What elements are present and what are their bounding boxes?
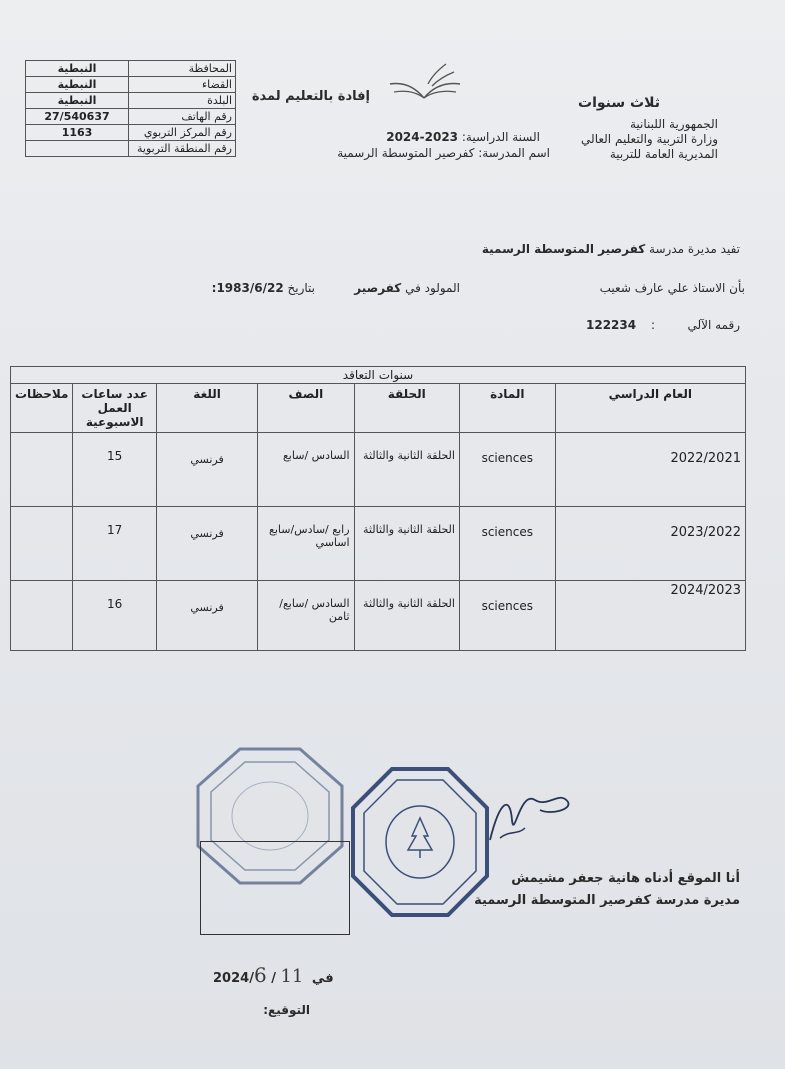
directorate-line: المديرية العامة للتربية (609, 147, 718, 161)
cell-grade: السادس /سابع (258, 433, 354, 507)
republic-line: الجمهورية اللبنانية (629, 117, 718, 131)
date-prefix: في (311, 971, 334, 986)
table-row (11, 581, 746, 651)
cell-cycle: الحلقة الثانية والثالثة (354, 507, 459, 581)
date-year: 2024 (213, 971, 250, 986)
signer-line-2: مديرة مدرسة كفرصير المتوسطة الرسمية (474, 893, 740, 908)
id-label: رقمه الآلي (687, 318, 740, 332)
info-row: 1163 رقم المركز التربوي (26, 125, 236, 141)
header-hours: عدد ساعات العمل الاسبوعية (73, 384, 156, 433)
table-header-row (11, 384, 746, 433)
header-grade: الصف (258, 384, 354, 433)
date-line (213, 963, 334, 987)
date-day: 11 (280, 966, 304, 987)
date-value: 1983/6/22: (211, 281, 284, 295)
teacher-name: بأن الاستاذ علي عارف شعيب (599, 281, 745, 295)
info-row: النبطية المحافظة (26, 61, 236, 77)
header-year: العام الدراسي (555, 384, 745, 433)
cell-language: فرنسي (156, 581, 257, 651)
signer-line-1: أنا الموقع أدناه هانية جعفر مشيمش (511, 871, 740, 886)
info-row: رقم المنطقة التربوية (26, 141, 236, 157)
cell-hours: 15 (73, 433, 156, 507)
ministry-line: وزارة التربية والتعليم العالي (581, 132, 718, 146)
cell-subject: sciences (459, 581, 555, 651)
cell-hours: 16 (73, 581, 156, 651)
line1-school: كفرصير المتوسطة الرسمية (481, 242, 646, 256)
contract-table (10, 366, 746, 623)
date-sep: / (249, 971, 254, 986)
academic-year-line (340, 130, 540, 144)
date-month: 6 (253, 963, 267, 987)
table-row (11, 507, 746, 581)
header-cycle: الحلقة (354, 384, 459, 433)
cell-notes (11, 507, 73, 581)
cell-subject: sciences (459, 507, 555, 581)
academic-year-value: 2023-2024 (386, 130, 459, 144)
certificate-title: إفادة بالتعليم لمدة (251, 89, 370, 104)
born-in (340, 281, 460, 295)
duration-title: ثلاث سنوات (578, 95, 660, 111)
birth-date (190, 281, 315, 295)
info-row: النبطية القضاء (26, 77, 236, 93)
cell-notes (11, 433, 73, 507)
cell-year: 2024/2023 (555, 581, 745, 651)
cell-language: فرنسي (156, 507, 257, 581)
cell-cycle: الحلقة الثانية والثالثة (354, 581, 459, 651)
cell-year: 2023/2022 (555, 507, 745, 581)
date-sep: / (271, 971, 276, 986)
line1-prefix: تفيد مديرة مدرسة (649, 242, 740, 256)
cell-grade: رابع /سادس/سابع اساسي (258, 507, 354, 581)
signature-label: التوقيع: (263, 1003, 310, 1017)
id-sep: : (651, 318, 656, 332)
signature-box (200, 841, 350, 935)
cell-notes (11, 581, 73, 651)
school-value: كفرصير المتوسطة الرسمية (337, 146, 475, 160)
id-value: 122234 (586, 318, 637, 332)
body-line-1 (420, 242, 740, 256)
cell-language: فرنسي (156, 433, 257, 507)
cell-subject: sciences (459, 433, 555, 507)
born-place: كفرصير (354, 281, 402, 295)
cell-year: 2022/2021 (555, 433, 745, 507)
info-box (25, 60, 236, 157)
info-row: النبطية البلدة (26, 93, 236, 109)
born-label: المولود في (405, 281, 460, 295)
cell-grade: السادس /سابع/ ثامن (258, 581, 354, 651)
school-label: اسم المدرسة: (478, 146, 550, 160)
cell-hours: 17 (73, 507, 156, 581)
cell-cycle: الحلقة الثانية والثالثة (354, 433, 459, 507)
school-line (337, 146, 550, 160)
table-title: سنوات التعاقد (11, 367, 746, 384)
header-subject: المادة (459, 384, 555, 433)
signature-icon (480, 780, 575, 860)
book-logo-icon (388, 58, 463, 102)
date-label: بتاريخ (287, 281, 315, 295)
header-notes: ملاحظات (11, 384, 73, 433)
table-row (11, 433, 746, 507)
header-language: اللغة (156, 384, 257, 433)
info-row: 27/540637 رقم الهاتف (26, 109, 236, 125)
academic-year-label: السنة الدراسية: (461, 130, 540, 144)
